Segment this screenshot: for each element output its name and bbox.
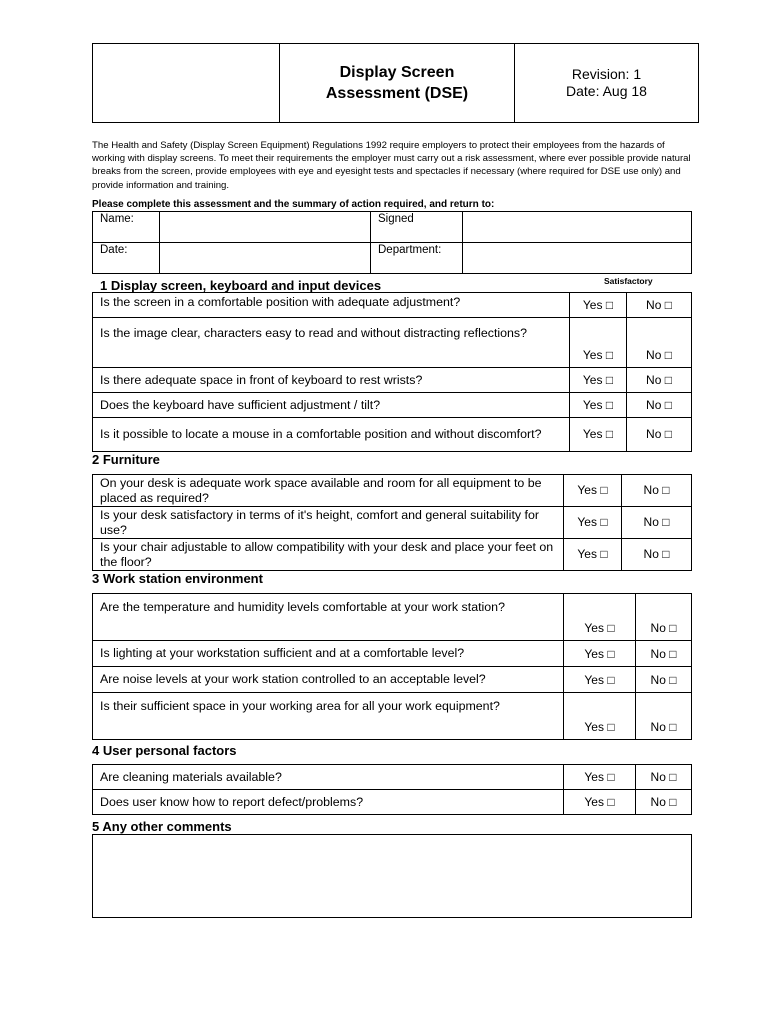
no-checkbox[interactable]: No □ (627, 318, 692, 368)
signed-field[interactable] (463, 212, 692, 243)
section-5-title: 5 Any other comments (92, 819, 232, 834)
name-label: Name: (93, 212, 160, 243)
question: Is the screen in a comfortable position with adequate adjustment? (93, 293, 570, 318)
department-label: Department: (371, 243, 463, 274)
revision-text: Revision: 1 (571, 66, 642, 82)
no-checkbox[interactable]: No □ (636, 667, 692, 693)
logo-cell (93, 44, 280, 123)
yes-checkbox[interactable]: Yes □ (564, 539, 622, 571)
section-4-table (92, 764, 692, 815)
yes-checkbox[interactable]: Yes □ (570, 368, 627, 393)
section-4-title: 4 User personal factors (92, 743, 237, 758)
yes-checkbox[interactable]: Yes □ (564, 594, 636, 641)
yes-checkbox[interactable]: Yes □ (564, 790, 636, 815)
yes-checkbox[interactable]: Yes □ (564, 507, 622, 539)
section-3-table (92, 593, 692, 740)
revision-date: Date: Aug 18 (566, 83, 647, 99)
question: Is it possible to locate a mouse in a comfortable position and without discomfort? (93, 418, 570, 452)
question: Does the keyboard have sufficient adjustment / tilt? (93, 393, 570, 418)
yes-checkbox[interactable]: Yes □ (570, 318, 627, 368)
revision-cell (515, 44, 699, 123)
no-checkbox[interactable]: No □ (636, 693, 692, 740)
name-field[interactable] (160, 212, 371, 243)
yes-checkbox[interactable]: Yes □ (564, 475, 622, 507)
question: Is there adequate space in front of keyboard to rest wrists? (93, 368, 570, 393)
question: Are noise levels at your work station controlled to an acceptable level? (93, 667, 564, 693)
yes-checkbox[interactable]: Yes □ (570, 418, 627, 452)
no-checkbox[interactable]: No □ (622, 539, 692, 571)
comments-box[interactable] (92, 834, 692, 918)
date-field[interactable] (160, 243, 371, 274)
no-checkbox[interactable]: No □ (627, 418, 692, 452)
title-line-2: Assessment (DSE) (325, 85, 469, 102)
section-3-title: 3 Work station environment (92, 571, 263, 586)
yes-checkbox[interactable]: Yes □ (570, 293, 627, 318)
instruction-text: Please complete this assessment and the summary of action required, and return to: (92, 199, 495, 210)
no-checkbox[interactable]: No □ (627, 368, 692, 393)
question: Is their sufficient space in your working area for all your work equipment? (93, 693, 564, 740)
date-label: Date: (93, 243, 160, 274)
question: Is your desk satisfactory in terms of it's height, comfort and general suitability for use? (93, 507, 564, 539)
no-checkbox[interactable]: No □ (636, 790, 692, 815)
no-checkbox[interactable]: No □ (622, 475, 692, 507)
section-2-table (92, 474, 692, 571)
yes-checkbox[interactable]: Yes □ (570, 393, 627, 418)
question: Are cleaning materials available? (93, 765, 564, 790)
document-title (280, 44, 515, 123)
yes-checkbox[interactable]: Yes □ (564, 641, 636, 667)
yes-checkbox[interactable]: Yes □ (564, 693, 636, 740)
no-checkbox[interactable]: No □ (636, 765, 692, 790)
title-line-1: Display Screen (339, 64, 455, 81)
section-2-title: 2 Furniture (92, 452, 160, 467)
section-1-table (92, 292, 692, 452)
yes-checkbox[interactable]: Yes □ (564, 765, 636, 790)
header-table (92, 43, 699, 123)
info-table (92, 211, 692, 274)
question: Are the temperature and humidity levels comfortable at your work station? (93, 594, 564, 641)
section-1-title: 1 Display screen, keyboard and input devices (100, 278, 382, 293)
yes-checkbox[interactable]: Yes □ (564, 667, 636, 693)
no-checkbox[interactable]: No □ (627, 393, 692, 418)
no-checkbox[interactable]: No □ (636, 594, 692, 641)
question: On your desk is adequate work space available and room for all equipment to be placed as required? (93, 475, 564, 507)
signed-label: Signed (371, 212, 463, 243)
question: Is lighting at your workstation sufficient and at a comfortable level? (93, 641, 564, 667)
question: Is the image clear, characters easy to read and without distracting reflections? (93, 318, 570, 368)
no-checkbox[interactable]: No □ (636, 641, 692, 667)
no-checkbox[interactable]: No □ (622, 507, 692, 539)
question: Does user know how to report defect/problems? (93, 790, 564, 815)
question: Is your chair adjustable to allow compatibility with your desk and place your feet on the floor? (93, 539, 564, 571)
intro-paragraph: The Health and Safety (Display Screen Equipment) Regulations 1992 require employers to protect their employees from the hazards of working with display screens. To meet their requirements the employer must carry out a risk assessment, where ever possible provide natural breaks from the screen, provide employees with eye and eyesight tests and spectacles if necessary (where required for DSE use only) and provide information and training. (92, 140, 691, 191)
satisfactory-label: Satisfactory (604, 276, 653, 286)
department-field[interactable] (463, 243, 692, 274)
no-checkbox[interactable]: No □ (627, 293, 692, 318)
